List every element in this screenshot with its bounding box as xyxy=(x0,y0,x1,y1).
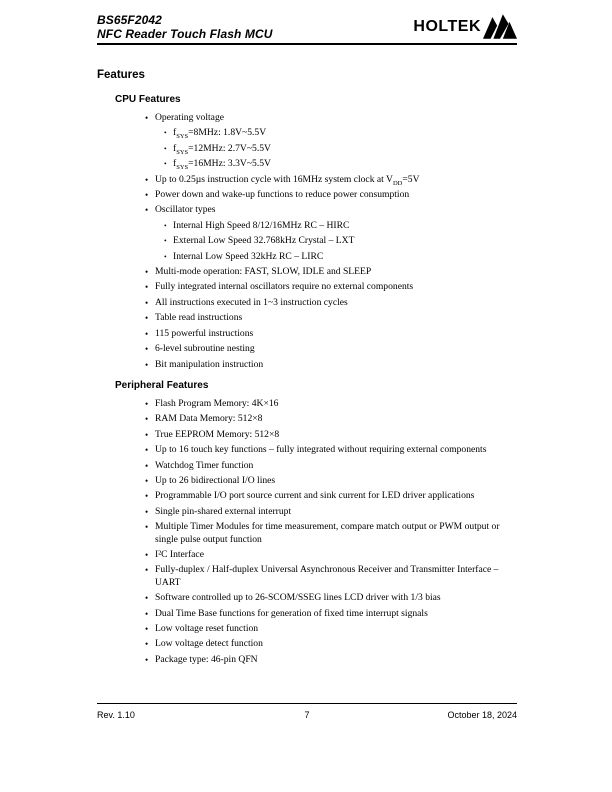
bullet-icon: • xyxy=(164,159,167,169)
header-titles xyxy=(97,13,273,41)
feature-item xyxy=(97,235,522,247)
features-sections xyxy=(97,94,522,669)
feature-item-text: Fully integrated internal oscillators require no external components xyxy=(155,281,414,293)
product-title: NFC Reader Touch Flash MCU xyxy=(97,27,273,41)
bullet-icon: • xyxy=(145,313,149,324)
feature-item xyxy=(97,266,522,278)
feature-item xyxy=(97,174,522,186)
feature-item xyxy=(97,475,522,487)
footer-page-number: 7 xyxy=(304,710,310,720)
feature-item-text: Flash Program Memory: 4K×16 xyxy=(155,397,279,409)
bullet-icon: • xyxy=(145,113,149,123)
bullet-icon: • xyxy=(164,220,167,230)
header-divider xyxy=(97,43,517,45)
feature-item-text: Low voltage reset function xyxy=(155,623,259,634)
feature-item-text: Dual Time Base functions for generation of fixed time interrupt signals xyxy=(155,607,428,619)
bullet-icon: • xyxy=(145,549,149,560)
bullet-icon: • xyxy=(145,608,149,619)
feature-item-text: Multi-mode operation: FAST, SLOW, IDLE and SLEEP xyxy=(155,266,372,278)
bullet-icon: • xyxy=(164,128,167,138)
feature-item-text: Programmable I/O port source current and sink current for LED driver applications xyxy=(155,490,475,502)
feature-item xyxy=(97,429,522,441)
feature-item-text: 115 powerful instructions xyxy=(155,327,254,339)
feature-item xyxy=(97,281,522,293)
feature-item-text: Up to 26 bidirectional I/O lines xyxy=(155,474,276,486)
feature-item xyxy=(97,158,522,170)
feature-item-text: $f_{SYS}=16MHz$: 3.3V~5.5V xyxy=(173,158,271,172)
feature-item-text: Bit manipulation instruction xyxy=(155,358,264,370)
bullet-icon: • xyxy=(145,593,149,604)
bullet-icon: • xyxy=(145,522,149,533)
feature-item-text: True EEPROM Memory: 512×8 xyxy=(155,428,280,440)
feature-item xyxy=(97,592,522,604)
bullet-icon: • xyxy=(145,506,149,517)
feature-item-text: I²C Interface xyxy=(155,548,204,560)
bullet-icon: • xyxy=(145,491,149,502)
feature-item-text: Multiple Timer Modules for time measurement, compare match output or PWM output or single pulse output function xyxy=(155,521,500,545)
feature-item-text: All instructions executed in 1~3 instruction cycles xyxy=(155,296,348,308)
feature-item-text: Power down and wake-up functions to reduce power consumption xyxy=(155,189,410,201)
feature-item xyxy=(97,143,522,155)
feature-item-text: Software controlled up to 26-SCOM/SSEG lines LCD driver with 1/3 bias xyxy=(155,592,441,604)
bullet-icon: • xyxy=(145,654,149,665)
feature-item-text: Oscillator types xyxy=(155,204,216,216)
feature-item xyxy=(97,460,522,472)
holtek-logo-text: HOLTEK xyxy=(413,18,481,35)
bullet-icon: • xyxy=(164,143,167,153)
feature-item xyxy=(97,251,522,263)
bullet-icon: • xyxy=(145,282,149,293)
feature-item-text: Operating voltage xyxy=(155,112,224,123)
bullet-icon: • xyxy=(164,251,167,261)
feature-item-text: Package type: 46-pin QFN xyxy=(155,653,258,665)
feature-item xyxy=(97,413,522,425)
feature-item xyxy=(97,328,522,340)
feature-item xyxy=(97,189,522,201)
bullet-icon: • xyxy=(145,344,149,355)
page-title: Features xyxy=(97,69,145,81)
bullet-icon: • xyxy=(145,445,149,456)
feature-item xyxy=(97,359,522,371)
feature-item-text: 6-level subroutine nesting xyxy=(155,343,255,355)
feature-item xyxy=(97,220,522,232)
bullet-icon: • xyxy=(145,174,149,185)
feature-item xyxy=(97,312,522,324)
feature-item xyxy=(97,297,522,309)
feature-item xyxy=(97,343,522,355)
feature-item-text: Watchdog Timer function xyxy=(155,459,254,471)
feature-item xyxy=(97,638,522,650)
part-number: BS65F2042 xyxy=(97,13,162,27)
holtek-bird-icon xyxy=(483,14,517,40)
bullet-icon: • xyxy=(145,359,149,370)
feature-item-text: $f_{SYS}=12MHz$: 2.7V~5.5V xyxy=(173,142,271,156)
feature-item-text: External Low Speed 32.768kHz Crystal – LXT xyxy=(173,235,355,247)
page-footer xyxy=(97,703,517,720)
feature-item xyxy=(97,506,522,518)
bullet-icon: • xyxy=(145,429,149,440)
section-heading: CPU Features xyxy=(115,94,181,105)
bullet-icon: • xyxy=(145,475,149,486)
bullet-icon: • xyxy=(145,414,149,425)
feature-item xyxy=(97,204,522,216)
feature-item xyxy=(97,564,522,589)
footer-revision: Rev. 1.10 xyxy=(97,710,135,720)
feature-item xyxy=(97,549,522,561)
bullet-icon: • xyxy=(145,205,149,216)
bullet-icon: • xyxy=(145,624,149,634)
bullet-icon: • xyxy=(145,460,149,471)
bullet-icon: • xyxy=(145,639,149,650)
feature-item xyxy=(97,608,522,620)
feature-item xyxy=(97,654,522,666)
feature-item-text: $f_{SYS}=8MHz$: 1.8V~5.5V xyxy=(173,127,267,141)
feature-item xyxy=(97,623,522,635)
feature-item-text: Fully-duplex / Half-duplex Universal Asynchronous Receiver and Transmitter Interface – UART xyxy=(155,564,499,588)
bullet-icon: • xyxy=(145,398,149,409)
feature-item xyxy=(97,490,522,502)
bullet-icon: • xyxy=(145,297,149,308)
feature-item xyxy=(97,444,522,456)
bullet-icon: • xyxy=(145,565,149,576)
footer-date: October 18, 2024 xyxy=(447,710,517,720)
feature-item xyxy=(97,521,522,546)
bullet-icon: • xyxy=(145,190,149,201)
feature-item xyxy=(97,398,522,410)
bullet-icon: • xyxy=(145,328,149,339)
feature-item-text: RAM Data Memory: 512×8 xyxy=(155,413,263,425)
section-heading: Peripheral Features xyxy=(115,379,209,391)
feature-item-text: Up to 16 touch key functions – fully integrated without requiring external components xyxy=(155,444,487,456)
feature-item-text: Internal Low Speed 32kHz RC – LIRC xyxy=(173,250,324,262)
page-header xyxy=(97,13,517,41)
feature-item-text: Single pin-shared external interrupt xyxy=(155,505,292,517)
feature-item-text: Internal High Speed 8/12/16MHz RC – HIRC xyxy=(173,219,350,231)
feature-item-text: Low voltage detect function xyxy=(155,638,263,650)
holtek-logo xyxy=(413,14,517,40)
feature-item-text: Table read instructions xyxy=(155,312,243,324)
bullet-icon: • xyxy=(145,267,149,278)
bullet-icon: • xyxy=(164,236,167,246)
feature-item-text: Up to 0.25µs instruction cycle with 16MHz system clock at $V_{DD}=5V$ xyxy=(155,173,420,187)
feature-item xyxy=(97,112,522,124)
feature-item xyxy=(97,127,522,139)
